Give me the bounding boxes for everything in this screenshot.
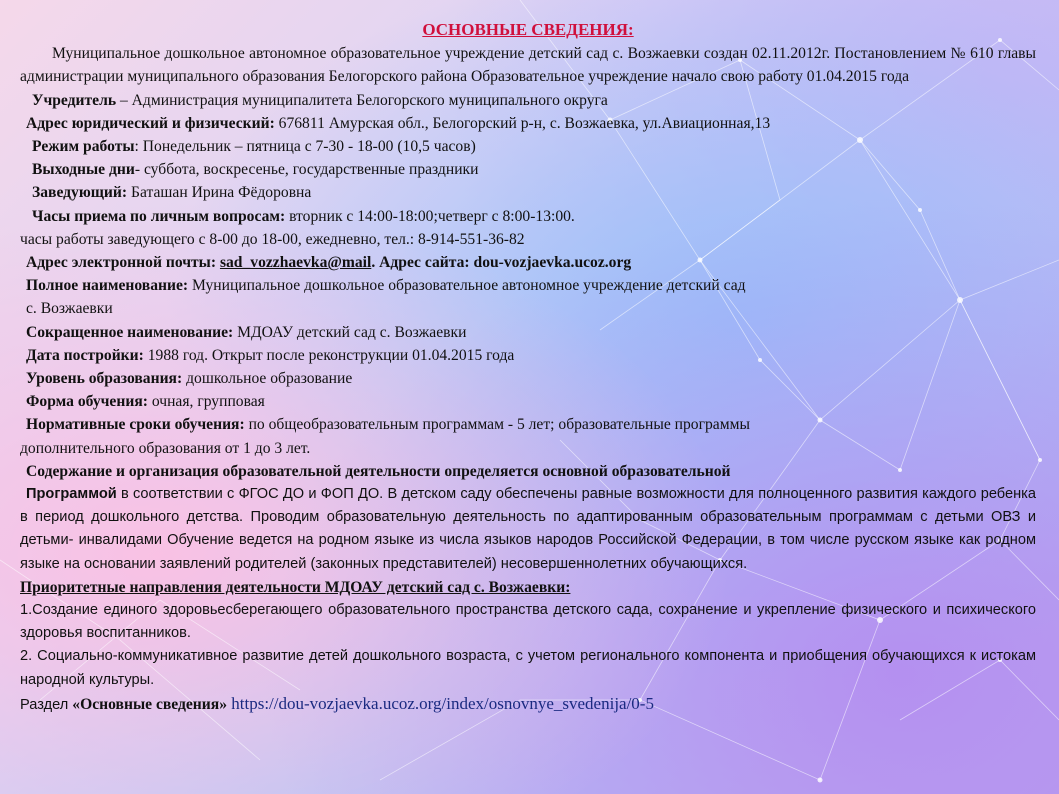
content-heading-line [20, 460, 1036, 483]
reception-label: Часы приема по личным вопросам: [32, 207, 286, 225]
section-prefix: Раздел [20, 696, 73, 713]
terms-cont: дополнительного образования от 1 до 3 лет. [20, 439, 311, 457]
head-hours-line: часы работы заведующего с 8-00 до 18-00, ежедневно, тел.: 8-914-551-36-82 [20, 230, 525, 248]
weekends-line [20, 158, 1036, 181]
address-line [20, 112, 1036, 135]
form-label: Форма обучения: [26, 393, 148, 411]
short-name-line [20, 321, 1036, 344]
priority-item-2: 2. Социально-коммуникативное развитие детей дошкольного возраста, с учетом регионального компонента и приобщения обучающихся к истокам народной культуры. [20, 648, 1036, 688]
form-line [20, 390, 1036, 413]
full-name-cont: с. Возжаевки [26, 300, 113, 318]
schedule-label: Режим работы [32, 138, 135, 156]
weekends-value: - суббота, воскресенье, государственные праздники [134, 161, 479, 179]
full-name-line [20, 274, 1036, 320]
head-value: Баташан Ирина Фёдоровна [127, 184, 312, 202]
priorities-heading: Приоритетные направления деятельности МДОАУ детский сад с. Возжаевки: [20, 578, 571, 596]
short-name-label: Сокращенное наименование: [26, 323, 234, 341]
program-label: Программой [26, 486, 117, 503]
address-value: 676811 Амурская обл., Белогорский р-н, с. Возжаевка, ул.Авиационная,13 [274, 114, 771, 132]
site-label: . Адрес сайта: [371, 254, 474, 272]
full-name-value: Муниципальное дошкольное образовательное автономное учреждение детский сад [188, 277, 746, 295]
site-link[interactable]: dou-vozjaevka.ucoz.org [473, 254, 632, 272]
section-url-link[interactable]: https://dou-vozjaevka.ucoz.org/index/osnovnye_svedenija/0-5 [227, 693, 654, 713]
built-label: Дата постройки: [26, 346, 144, 364]
section-name: «Основные сведения» [72, 695, 228, 713]
terms-label: Нормативные сроки обучения: [26, 416, 245, 434]
reception-line [20, 205, 1036, 228]
form-value: очная, групповая [147, 393, 265, 411]
content-heading: Содержание и организация образовательной деятельности определяется основной образовательной [26, 462, 731, 480]
email-label: Адрес электронной почты: [26, 254, 220, 272]
intro-paragraph: Муниципальное дошкольное автономное образовательное учреждение детский сад с. Возжаевки создан 02.11.2012г. Постановлением № 610 главы администрации муниципального образования Белогорского района Образовательное учреждение начало свою работу 01.04.2015 года [20, 45, 1036, 86]
built-line [20, 344, 1036, 367]
full-name-label: Полное наименование: [26, 277, 189, 295]
built-value: 1988 год. Открыт после реконструкции 01.04.2015 года [143, 346, 515, 364]
level-label: Уровень образования: [26, 370, 183, 388]
head-label: Заведующий: [32, 184, 128, 202]
content-paragraph [20, 483, 1036, 576]
program-text: в соответствии с ФГОС ДО и ФОП ДО. В детском саду обеспечены равные возможности для полноценного развития каждого ребенка в период дошкольного детства. Проводим образовательную деятельность по адаптированным образовательным программам с детьми ОВЗ и детьми- инвалидами Обучение ведется на родном языке из числа языков народов Российской Федерации, в том числе русском языке как родном языке на основании заявлений родителей (законных представителей) несовершеннолетних обучающихся. [20, 486, 1036, 572]
weekends-label: Выходные дни [32, 161, 135, 179]
head-line [20, 181, 1036, 204]
priority-item-1: 1.Создание единого здоровьесберегающего образовательного пространства детского сада, сохранение и укрепление физического и психического здоровья воспитанников. [20, 602, 1036, 642]
reception-value: вторник с 14:00-18:00;четверг с 8:00-13:00. [285, 207, 575, 225]
short-name-value: МДОАУ детский сад с. Возжаевки [233, 323, 467, 341]
section-line [20, 692, 1036, 717]
founder-line [20, 89, 1036, 112]
terms-line [20, 413, 1036, 459]
page-title: ОСНОВНЫЕ СВЕДЕНИЯ: [422, 20, 634, 39]
founder-value: – Администрация муниципалитета Белогорского муниципального округа [116, 91, 608, 109]
terms-value: по общеобразовательным программам - 5 лет; образовательные программы [244, 416, 750, 434]
level-line [20, 367, 1036, 390]
contacts-line [20, 251, 1036, 274]
schedule-value: : Понедельник – пятница с 7-30 - 18-00 (10,5 часов) [134, 138, 476, 156]
document-body [20, 18, 1036, 717]
schedule-line [20, 135, 1036, 158]
address-label: Адрес юридический и физический: [26, 114, 275, 132]
email-link[interactable]: sad_vozzhaevka@mail [219, 254, 372, 272]
level-value: дошкольное образование [182, 370, 353, 388]
founder-label: Учредитель [32, 91, 117, 109]
